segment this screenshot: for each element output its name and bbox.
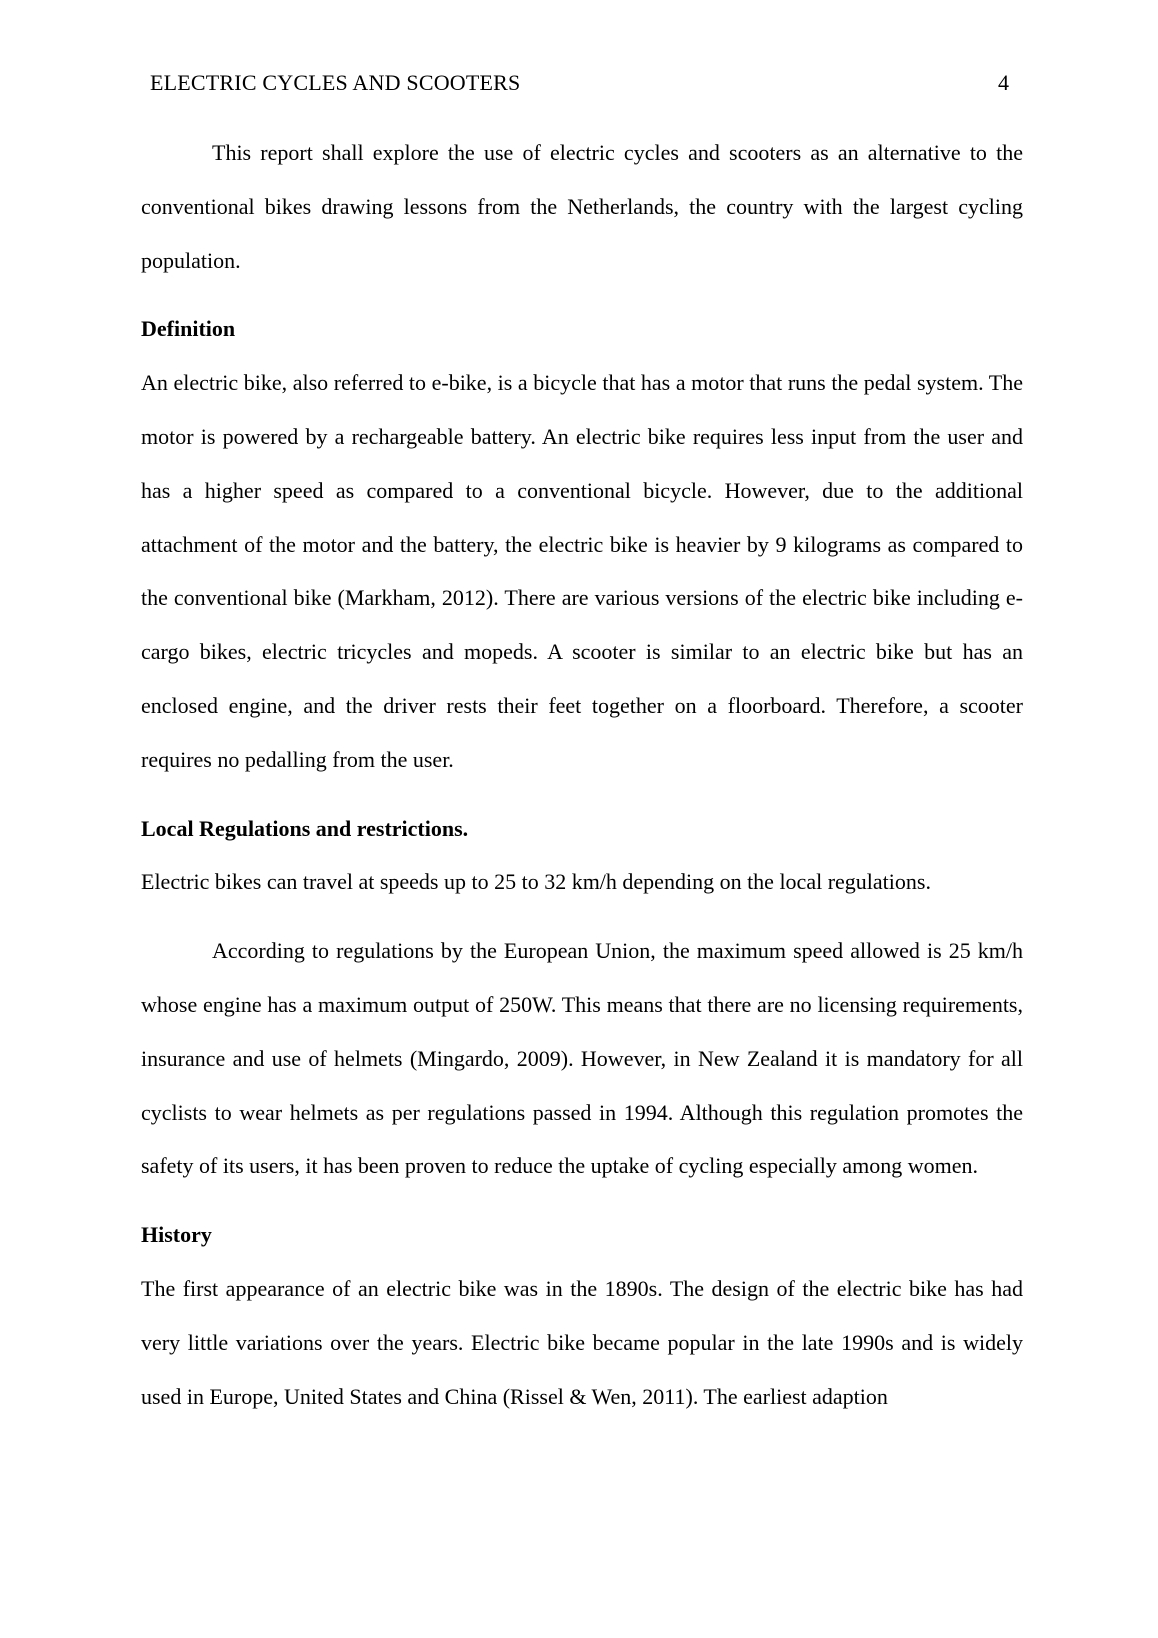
history-paragraph: The first appearance of an electric bike was in the 1890s. The design of the electric bike has had very little variations over the years. Electric bike became popular in the late 1990s and is widely used in Europe, United States and China (Rissel & Wen, 2011). The earliest adaption <box>141 1275 1023 1409</box>
page-number: 4 <box>998 70 1009 95</box>
regulations-eu-paragraph: According to regulations by the European Union, the maximum speed allowed is 25 km/h whose engine has a maximum output of 250W. This means that there are no licensing requirements, insurance and use of helmets (Mingardo, 2009). However, in New Zealand it is mandatory for all cyclists to wear helmets as per regulations passed in 1994. Although this regulation promotes the safety of its users, it has been proven to reduce the uptake of cycling especially among women. <box>141 938 1023 1179</box>
history-heading: History <box>141 1222 212 1248</box>
regulations-heading: Local Regulations and restrictions. <box>141 815 469 841</box>
regulations-speed-paragraph: Electric bikes can travel at speeds up to 25 to 32 km/h depending on the local regulations. <box>141 869 931 895</box>
intro-paragraph: This report shall explore the use of electric cycles and scooters as an alternative to the conventional bikes drawing lessons from the Netherlands, the country with the largest cycling population. <box>141 140 1023 273</box>
definition-paragraph: An electric bike, also referred to e-bike, is a bicycle that has a motor that runs the pedal system. The motor is powered by a rechargeable battery. An electric bike requires less input from the user and has a higher speed as compared to a conventional bicycle. However, due to the additional attachment of the motor and the battery, the electric bike is heavier by 9 kilograms as compared to the conventional bike (Markham, 2012). There are various versions of the electric bike including e-cargo bikes, electric tricycles and mopeds. A scooter is similar to an electric bike but has an enclosed engine, and the driver rests their feet together on a floorboard. Therefore, a scooter requires no pedalling from the user. <box>141 370 1023 772</box>
document-body <box>141 126 1023 1423</box>
definition-heading: Definition <box>141 316 236 342</box>
running-head: ELECTRIC CYCLES AND SCOOTERS <box>150 70 521 95</box>
